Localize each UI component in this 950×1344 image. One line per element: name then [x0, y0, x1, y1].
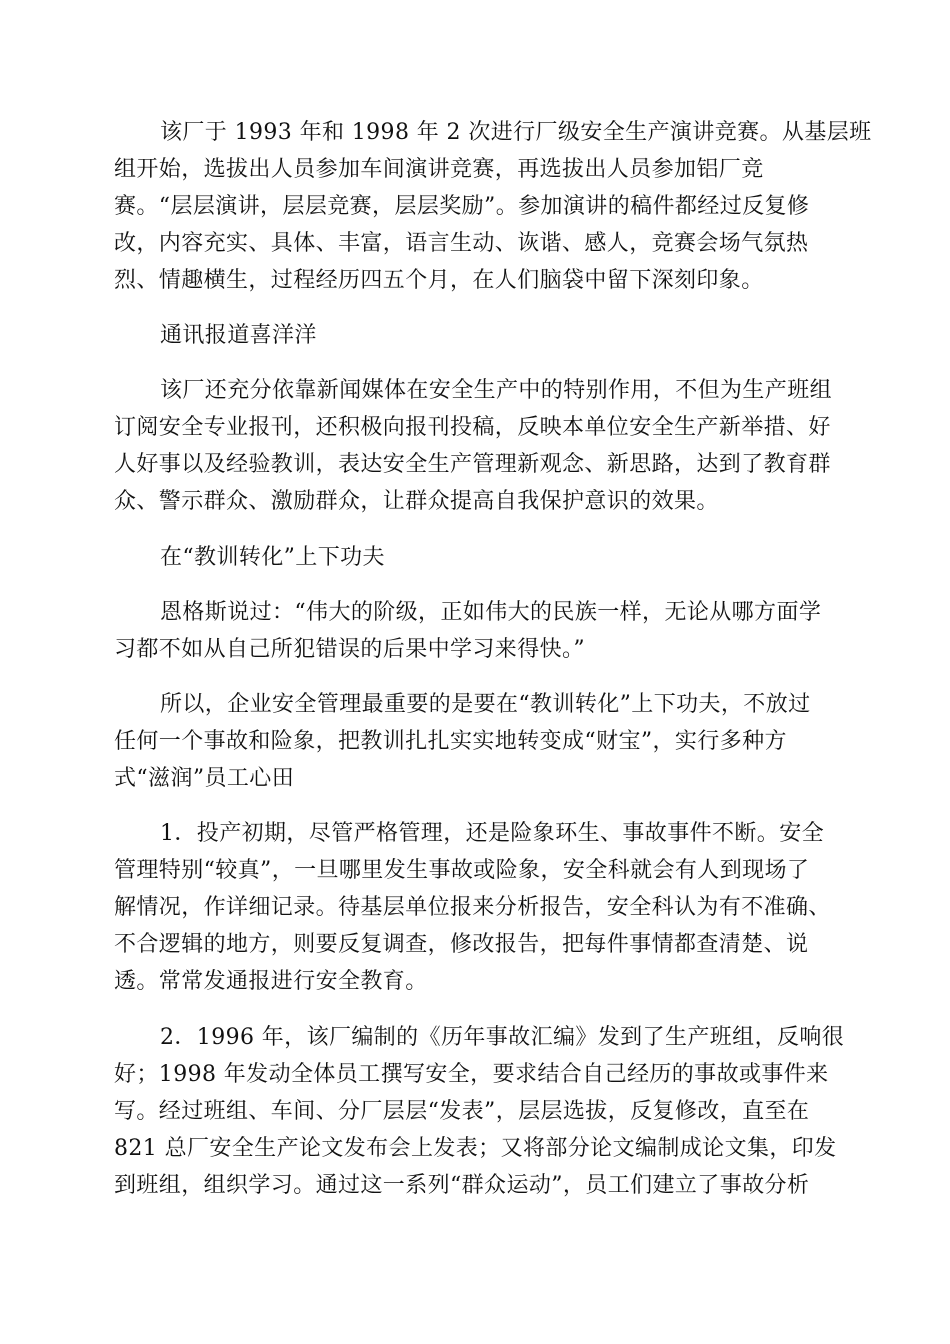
- paragraph-4-line-3: 式“滋润”员工心田: [114, 766, 295, 791]
- paragraph-6-line-4: 821 总厂安全生产论文发布会上发表；又将部分论文编制成论文集，印发: [114, 1136, 837, 1161]
- paragraph-1-line-5: 烈、情趣横生，过程经历四五个月，在人们脑袋中留下深刻印象。: [114, 268, 764, 293]
- paragraph-4-line-1: 所以，企业安全管理最重要的是要在“教训转化”上下功夫，不放过: [160, 692, 811, 717]
- paragraph-6-line-1: 2．1996 年，该厂编制的《历年事故汇编》发到了生产班组，反响很: [160, 1025, 845, 1050]
- paragraph-5-line-2: 管理特别“较真”，一旦哪里发生事故或险象，安全科就会有人到现场了: [114, 858, 810, 883]
- paragraph-2-line-3: 人好事以及经验教训，表达安全生产管理新观念、新思路，达到了教育群: [114, 452, 831, 477]
- paragraph-1-line-2: 组开始，选拔出人员参加车间演讲竞赛，再选拔出人员参加铝厂竞: [114, 157, 764, 182]
- paragraph-4-line-2: 任何一个事故和险象，把教训扎扎实实地转变成“财宝”，实行多种方: [114, 729, 787, 754]
- section-heading-news: 通讯报道喜洋洋: [160, 323, 317, 348]
- paragraph-5-line-1: 1．投产初期，尽管严格管理，还是险象环生、事故事件不断。安全: [160, 821, 824, 846]
- paragraph-1-line-1: 该厂于 1993 年和 1998 年 2 次进行厂级安全生产演讲竞赛。从基层班: [160, 120, 872, 145]
- paragraph-2-line-2: 订阅安全专业报刊，还积极向报刊投稿，反映本单位安全生产新举措、好: [114, 415, 831, 440]
- paragraph-1-line-4: 改，内容充实、具体、丰富，语言生动、诙谐、感人，竞赛会场气氛热: [114, 231, 809, 256]
- paragraph-6-line-3: 写。经过班组、车间、分厂层层“发表”，层层选拔，反复修改，直至在: [114, 1099, 810, 1124]
- paragraph-6-line-2: 好；1998 年发动全体员工撰写安全，要求结合自己经历的事故或事件来: [114, 1062, 829, 1087]
- paragraph-2-line-4: 众、警示群众、激励群众，让群众提高自我保护意识的效果。: [114, 489, 719, 514]
- paragraph-5-line-5: 透。常常发通报进行安全教育。: [114, 969, 428, 994]
- paragraph-3-line-1: 恩格斯说过：“伟大的阶级，正如伟大的民族一样，无论从哪方面学: [160, 600, 822, 625]
- paragraph-5-line-4: 不合逻辑的地方，则要反复调查，修改报告，把每件事情都查清楚、说: [114, 932, 809, 957]
- paragraph-5-line-3: 解情况，作详细记录。待基层单位报来分析报告，安全科认为有不准确、: [114, 895, 831, 920]
- section-heading-lesson: 在“教训转化”上下功夫: [160, 545, 385, 570]
- paragraph-6-line-5: 到班组，组织学习。通过这一系列“群众运动”，员工们建立了事故分析: [114, 1173, 810, 1198]
- paragraph-3-line-2: 习都不如从自己所犯错误的后果中学习来得快。”: [114, 637, 586, 662]
- paragraph-2-line-1: 该厂还充分依靠新闻媒体在安全生产中的特别作用，不但为生产班组: [160, 378, 833, 403]
- paragraph-1-line-3: 赛。“层层演讲，层层竞赛，层层奖励”。参加演讲的稿件都经过反复修: [114, 194, 810, 219]
